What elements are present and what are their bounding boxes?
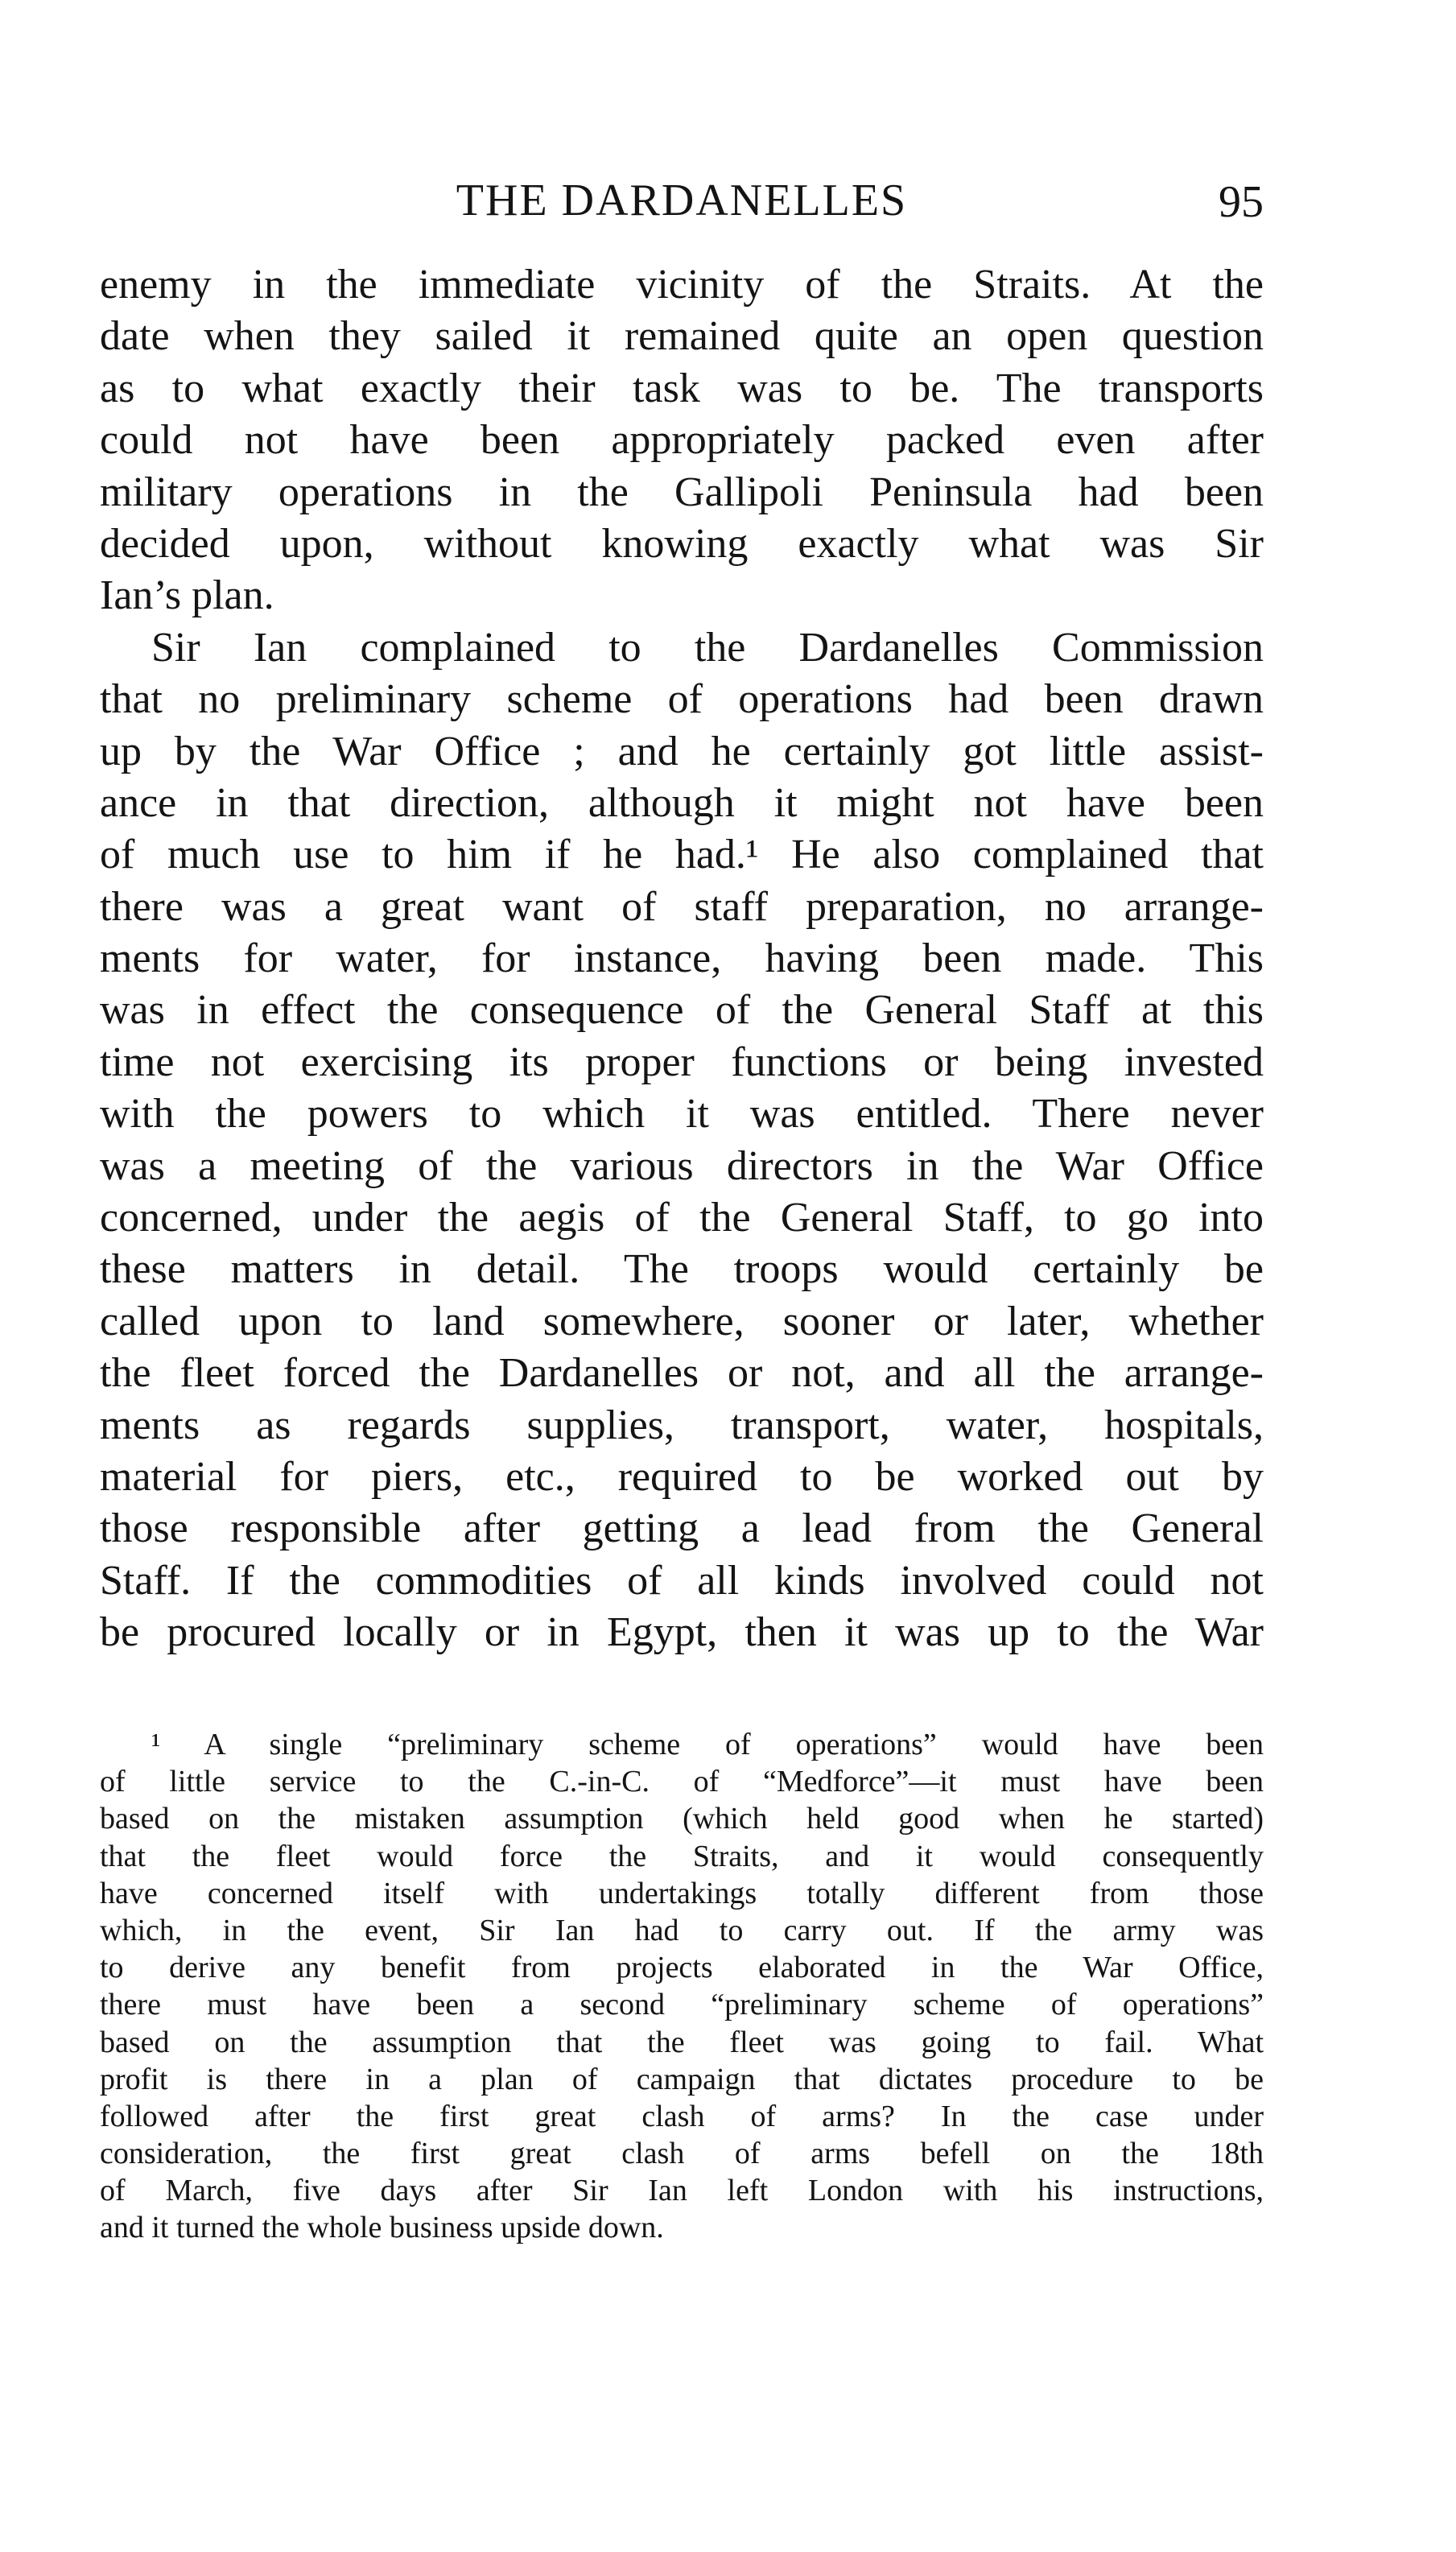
text-line: time not exercising its proper functions or being invested xyxy=(100,1039,1264,1085)
footnote-line: based on the assumption that the fleet was going to fail. What xyxy=(100,2025,1264,2059)
text-line: material for piers, etc., required to be worked out by xyxy=(100,1453,1264,1500)
text-line: enemy in the immediate vicinity of the Straits. At the xyxy=(100,262,1264,308)
footnote-line: ¹ A single “preliminary scheme of operations” would have been xyxy=(151,1728,1264,1761)
text-line: was a meeting of the various directors in the War Office xyxy=(100,1142,1264,1189)
footnote-line: which, in the event, Sir Ian had to carry out. If the army was xyxy=(100,1913,1264,1947)
text-line: was in effect the consequence of the General Staff at this xyxy=(100,987,1264,1034)
footnote-line: of March, five days after Sir Ian left London with his instructions, xyxy=(100,2174,1264,2208)
text-line: that no preliminary scheme of operations had been drawn xyxy=(100,676,1264,723)
footnote-line: profit is there in a plan of campaign that dictates procedure to be xyxy=(100,2062,1264,2096)
text-line: Ian’s plan. xyxy=(100,572,274,619)
text-line: Staff. If the commodities of all kinds involved could not xyxy=(100,1557,1264,1604)
text-line: be procured locally or in Egypt, then it was up to the War xyxy=(100,1609,1264,1656)
footnote-line: to derive any benefit from projects elaborated in the War Office, xyxy=(100,1951,1264,1985)
text-line: called upon to land somewhere, sooner or later, whether xyxy=(100,1298,1264,1344)
running-head: THE DARDANELLES xyxy=(456,176,908,225)
text-line: of much use to him if he had.¹ He also complained that xyxy=(100,832,1264,878)
footnote-line: based on the mistaken assumption (which held good when he started) xyxy=(100,1802,1264,1836)
footnote xyxy=(100,1726,1264,2247)
text-line: Sir Ian complained to the Dardanelles Commission xyxy=(151,624,1264,671)
text-line: those responsible after getting a lead from the General xyxy=(100,1505,1264,1552)
text-line: up by the War Office ; and he certainly got little assist- xyxy=(100,728,1264,774)
body-text xyxy=(100,259,1264,1659)
text-line: the fleet forced the Dardanelles or not, and all the arrange- xyxy=(100,1350,1264,1397)
footnote-line: followed after the first great clash of arms? In the case under xyxy=(100,2099,1264,2133)
footnote-line: and it turned the whole business upside down. xyxy=(100,2211,664,2245)
text-line: military operations in the Gallipoli Peninsula had been xyxy=(100,469,1264,515)
text-line: these matters in detail. The troops would certainly be xyxy=(100,1246,1264,1293)
footnote-line: that the fleet would force the Straits, and it would consequently xyxy=(100,1839,1264,1873)
text-line: date when they sailed it remained quite an open question xyxy=(100,313,1264,360)
footnote-line: there must have been a second “preliminary scheme of operations” xyxy=(100,1988,1264,2022)
text-line: ance in that direction, although it might not have been xyxy=(100,779,1264,826)
footnote-line: consideration, the first great clash of arms befell on the 18th xyxy=(100,2137,1264,2171)
page-number: 95 xyxy=(1219,177,1264,227)
text-line: as to what exactly their task was to be. The transports xyxy=(100,365,1264,411)
footnote-line: have concerned itself with undertakings totally different from those xyxy=(100,1876,1264,1910)
page-header xyxy=(100,172,1264,229)
footnote-line: of little service to the C.-in-C. of “Medforce”—it must have been xyxy=(100,1765,1264,1799)
text-line: ments for water, for instance, having been made. This xyxy=(100,935,1264,982)
text-line: there was a great want of staff preparation, no arrange- xyxy=(100,883,1264,930)
text-line: decided upon, without knowing exactly what was Sir xyxy=(100,520,1264,567)
text-line: concerned, under the aegis of the General Staff, to go into xyxy=(100,1195,1264,1241)
text-line: ments as regards supplies, transport, water, hospitals, xyxy=(100,1402,1264,1448)
text-line: could not have been appropriately packed even after xyxy=(100,417,1264,464)
text-line: with the powers to which it was entitled. There never xyxy=(100,1091,1264,1138)
